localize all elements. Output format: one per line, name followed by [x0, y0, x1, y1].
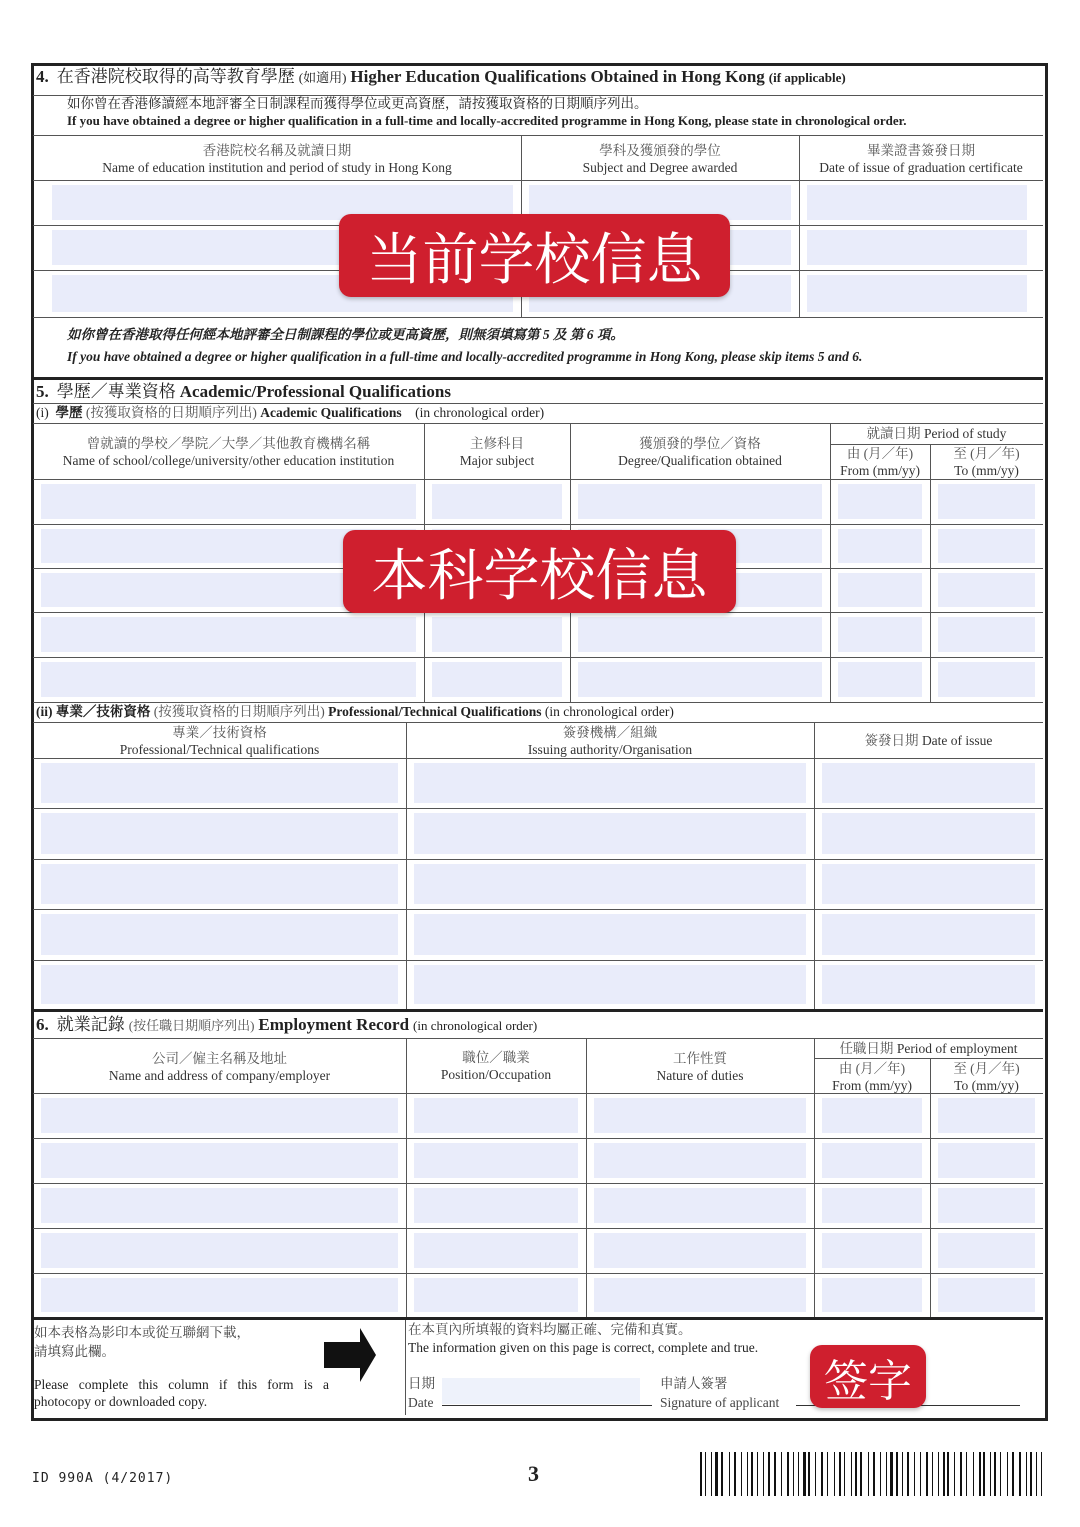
section4-note-en: If you have obtained a degree or higher qualification in a full-time and locally-accredited programme in Hong Kong, please skip items 5 and 6. [67, 349, 863, 364]
s5b-row5-col2-field[interactable] [414, 965, 806, 1004]
s6-col-position: 職位／職業 Position/Occupation [440, 1050, 552, 1082]
s5-row4-col3-field[interactable] [578, 617, 822, 652]
s5-row4-col1-field[interactable] [41, 617, 416, 652]
s6-row5-col2-field[interactable] [414, 1278, 578, 1312]
declaration-left-zh: 如本表格為影印本或從互聯網下載， 請填寫此欄。 [34, 1325, 250, 1359]
date-label: 日期 Date [408, 1376, 435, 1410]
s6-row3-col5-field[interactable] [938, 1188, 1035, 1223]
s6-col-to: 至 (月／年) To (mm/yy) [953, 1061, 1020, 1093]
signature-label: 申請人簽署 Signature of applicant [660, 1376, 780, 1410]
s5-row5-col3-field[interactable] [578, 662, 822, 697]
section4-instruction-zh: 如你曾在香港修讀經本地評審全日制課程而獲得學位或更高資歷，請按獲取資格的日期順序列出。 [67, 96, 648, 111]
s6-row3-col3-field[interactable] [594, 1188, 806, 1223]
s5-row1-col3-field[interactable] [578, 484, 822, 519]
s6-row4-col2-field[interactable] [414, 1233, 578, 1268]
s6-row3-col1-field[interactable] [41, 1188, 398, 1223]
s5-row3-col5-field[interactable] [938, 573, 1035, 607]
s5-row3-col4-field[interactable] [838, 573, 922, 607]
s6-col-from: 由 (月／年) From (mm/yy) [832, 1061, 912, 1093]
s5-col-from: 由 (月／年) From (mm/yy) [840, 446, 920, 478]
s6-row2-col3-field[interactable] [594, 1143, 806, 1178]
s6-row2-col2-field[interactable] [414, 1143, 578, 1178]
s5-row4-col2-field[interactable] [432, 617, 562, 652]
s6-row3-col2-field[interactable] [414, 1188, 578, 1223]
s6-row1-col5-field[interactable] [938, 1098, 1035, 1133]
s5b-col-authority: 簽發機構／組織 Issuing authority/Organisation [527, 725, 693, 757]
s6-col-company: 公司／僱主名稱及地址 Name and address of company/employer [108, 1051, 331, 1083]
s5-col-major: 主修科目 Major subject [459, 436, 535, 468]
s5b-row5-col3-field[interactable] [822, 965, 1035, 1004]
s6-row5-col1-field[interactable] [41, 1278, 398, 1312]
s5-col-period: 就讀日期 Period of study [866, 426, 1007, 441]
undergrad-school-label: 本科学校信息 [343, 530, 736, 613]
s6-row1-col3-field[interactable] [594, 1098, 806, 1133]
s5b-row5-col1-field[interactable] [41, 965, 398, 1004]
s5b-row3-col3-field[interactable] [822, 864, 1035, 904]
s6-row1-col4-field[interactable] [822, 1098, 922, 1133]
s6-col-duties: 工作性質 Nature of duties [656, 1051, 744, 1083]
s6-row4-col3-field[interactable] [594, 1233, 806, 1268]
section4-title: 4. 在香港院校取得的高等教育學歷 (如適用) Higher Education Qualifications Obtained in Hong Kong (if applicable) [36, 67, 846, 86]
s5-row2-col4-field[interactable] [838, 529, 922, 563]
declaration-left-en: Please complete this column if this form is a photocopy or downloaded copy. [34, 1377, 329, 1409]
signature-label-overlay: 签字 [810, 1345, 926, 1408]
s5b-row4-col2-field[interactable] [414, 914, 806, 955]
s5-row4-col4-field[interactable] [838, 617, 922, 652]
s5-row5-col5-field[interactable] [938, 662, 1035, 697]
s6-row3-col4-field[interactable] [822, 1188, 922, 1223]
s5-row5-col1-field[interactable] [41, 662, 416, 697]
s5b-row1-col3-field[interactable] [822, 763, 1035, 803]
s5-col-to: 至 (月／年) To (mm/yy) [953, 446, 1020, 478]
s6-row5-col5-field[interactable] [938, 1278, 1035, 1312]
s5-row1-col1-field[interactable] [41, 484, 416, 519]
section4-note-zh: 如你曾在香港取得任何經本地評審全日制課程的學位或更高資歷，則無須填寫第 5 及 第 6 項。 [67, 327, 624, 342]
s5-row1-col2-field[interactable] [432, 484, 562, 519]
s5b-row4-col3-field[interactable] [822, 914, 1035, 955]
barcode [700, 1452, 1046, 1496]
page-number: 3 [528, 1461, 539, 1486]
s6-row5-col4-field[interactable] [822, 1278, 922, 1312]
s6-col-period: 任職日期 Period of employment [839, 1041, 1018, 1056]
s5b-row3-col1-field[interactable] [41, 864, 398, 904]
s5-row1-col4-field[interactable] [838, 484, 922, 519]
s5-col-degree: 獲頒發的學位／資格 Degree/Qualification obtained [618, 436, 782, 468]
section5-title: 5. 學歷／專業資格 Academic/Professional Qualifications [36, 382, 451, 401]
declaration-statement-en: The information given on this page is correct, complete and true. [408, 1340, 759, 1355]
s4-row1-col3-field[interactable] [807, 185, 1027, 220]
s6-row1-col1-field[interactable] [41, 1098, 398, 1133]
s5-col-school: 曾就讀的學校／學院／大學／其他教育機構名稱 Name of school/college/university/other education institution [62, 436, 395, 468]
s5b-row3-col2-field[interactable] [414, 864, 806, 904]
section6-title: 6. 就業記錄 (按任職日期順序列出) Employment Record (in chronological order) [36, 1015, 538, 1034]
s5-row1-col5-field[interactable] [938, 484, 1035, 519]
s5-row5-col2-field[interactable] [432, 662, 562, 697]
arrow-right-icon [324, 1328, 378, 1382]
s6-row4-col4-field[interactable] [822, 1233, 922, 1268]
current-school-label: 当前学校信息 [339, 214, 730, 297]
declaration-statement-zh: 在本頁內所填報的資料均屬正確、完備和真實。 [408, 1322, 692, 1337]
s5b-col-date: 簽發日期 Date of issue [864, 733, 993, 748]
form-id: ID 990A (4/2017) [32, 1471, 174, 1486]
s5b-row2-col2-field[interactable] [414, 813, 806, 854]
s5b-row1-col1-field[interactable] [41, 763, 398, 803]
date-field[interactable] [442, 1378, 640, 1404]
s4-col-degree: 學科及獲頒發的學位 Subject and Degree awarded [582, 143, 738, 175]
s6-row2-col1-field[interactable] [41, 1143, 398, 1178]
section5-part1-title: (i) 學歷 (按獲取資格的日期順序列出) Academic Qualifications (in chronological order) [36, 405, 545, 420]
s4-row2-col3-field[interactable] [807, 230, 1027, 265]
s5-row5-col4-field[interactable] [838, 662, 922, 697]
s4-col-date: 畢業證書簽發日期 Date of issue of graduation certificate [819, 143, 1023, 175]
s6-row1-col2-field[interactable] [414, 1098, 578, 1133]
s5b-row2-col3-field[interactable] [822, 813, 1035, 854]
s6-row2-col4-field[interactable] [822, 1143, 922, 1178]
section4-instruction-en: If you have obtained a degree or higher qualification in a full-time and locally-accredited programme in Hong Kong, please state in chronological order. [67, 113, 907, 128]
s6-row4-col1-field[interactable] [41, 1233, 398, 1268]
s5-row2-col5-field[interactable] [938, 529, 1035, 563]
section5-part2-title: (ii) 專業／技術資格 (按獲取資格的日期順序列出) Professional/Technical Qualifications (in chronological order) [36, 704, 674, 719]
s5b-row2-col1-field[interactable] [41, 813, 398, 854]
s5b-row4-col1-field[interactable] [41, 914, 398, 955]
s4-col-institution: 香港院校名稱及就讀日期 Name of education institution and period of study in Hong Kong [102, 143, 452, 175]
s6-row5-col3-field[interactable] [594, 1278, 806, 1312]
s6-row4-col5-field[interactable] [938, 1233, 1035, 1268]
s6-row2-col5-field[interactable] [938, 1143, 1035, 1178]
s5b-row1-col2-field[interactable] [414, 763, 806, 803]
s5b-col-qualification: 專業／技術資格 Professional/Technical qualifications [119, 725, 320, 757]
s5-row4-col5-field[interactable] [938, 617, 1035, 652]
s4-row3-col3-field[interactable] [807, 275, 1027, 312]
